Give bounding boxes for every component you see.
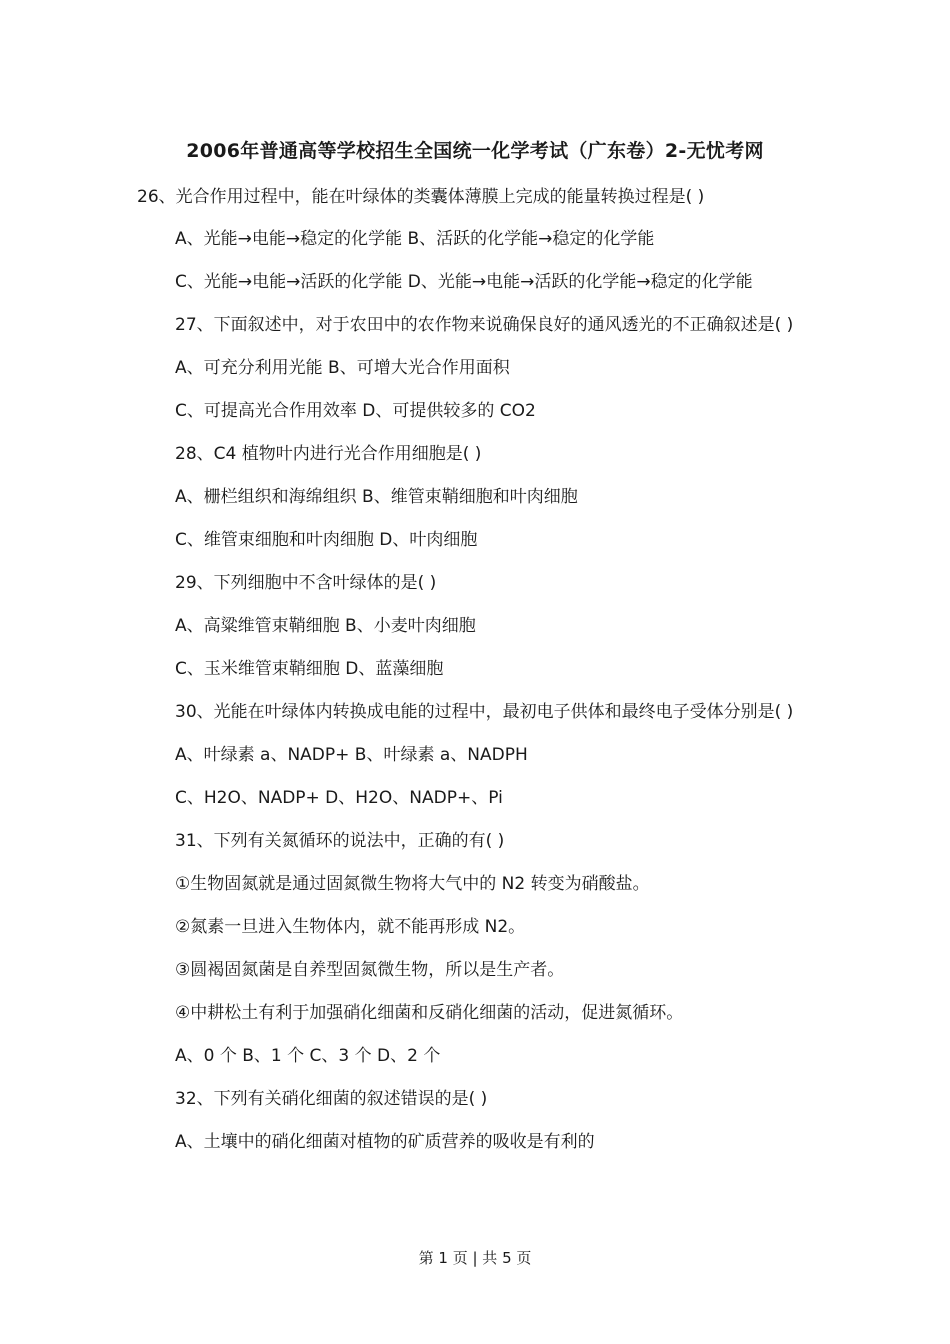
question-28-options-ab: A、栅栏组织和海绵组织 B、维管束鞘细胞和叶肉细胞 <box>175 487 578 507</box>
statement-4: ④中耕松土有利于加强硝化细菌和反硝化细菌的活动，促进氮循环。 <box>175 1003 684 1023</box>
question-30: 30、光能在叶绿体内转换成电能的过程中，最初电子供体和最终电子受体分别是( ) <box>175 702 794 722</box>
question-26-options-ab: A、光能→电能→稳定的化学能 B、活跃的化学能→稳定的化学能 <box>175 229 655 249</box>
question-26: 26、光合作用过程中，能在叶绿体的类囊体薄膜上完成的能量转换过程是( ) <box>137 187 705 207</box>
question-31-options: A、0 个 B、1 个 C、3 个 D、2 个 <box>175 1046 441 1066</box>
question-29-options-ab: A、高粱维管束鞘细胞 B、小麦叶肉细胞 <box>175 616 476 636</box>
question-30-options-cd: C、H2O、NADP+ D、H2O、NADP+、Pi <box>175 788 503 808</box>
document-title: 2006年普通高等学校招生全国统一化学考试（广东卷）2-无忧考网 <box>186 140 764 162</box>
question-31: 31、下列有关氮循环的说法中，正确的有( ) <box>175 831 505 851</box>
statement-1: ①生物固氮就是通过固氮微生物将大气中的 N2 转变为硝酸盐。 <box>175 874 650 894</box>
question-29: 29、下列细胞中不含叶绿体的是( ) <box>175 573 437 593</box>
question-27: 27、下面叙述中，对于农田中的农作物来说确保良好的通风透光的不正确叙述是( ) <box>175 315 794 335</box>
statement-3: ③圆褐固氮菌是自养型固氮微生物，所以是生产者。 <box>175 960 565 980</box>
question-28: 28、C4 植物叶内进行光合作用细胞是( ) <box>175 444 482 464</box>
question-29-options-cd: C、玉米维管束鞘细胞 D、蓝藻细胞 <box>175 659 444 679</box>
page-footer: 第 1 页 | 共 5 页 <box>418 1249 532 1267</box>
question-30-options-ab: A、叶绿素 a、NADP+ B、叶绿素 a、NADPH <box>175 745 528 765</box>
question-32: 32、下列有关硝化细菌的叙述错误的是( ) <box>175 1089 488 1109</box>
question-27-options-cd: C、可提高光合作用效率 D、可提供较多的 CO2 <box>175 401 536 421</box>
statement-2: ②氮素一旦进入生物体内，就不能再形成 N2。 <box>175 917 526 937</box>
question-32-option-a: A、土壤中的硝化细菌对植物的矿质营养的吸收是有利的 <box>175 1132 595 1152</box>
question-26-options-cd: C、光能→电能→活跃的化学能 D、光能→电能→活跃的化学能→稳定的化学能 <box>175 272 753 292</box>
question-27-options-ab: A、可充分利用光能 B、可增大光合作用面积 <box>175 358 510 378</box>
document-body <box>137 186 812 1154</box>
question-28-options-cd: C、维管束细胞和叶肉细胞 D、叶肉细胞 <box>175 530 478 550</box>
